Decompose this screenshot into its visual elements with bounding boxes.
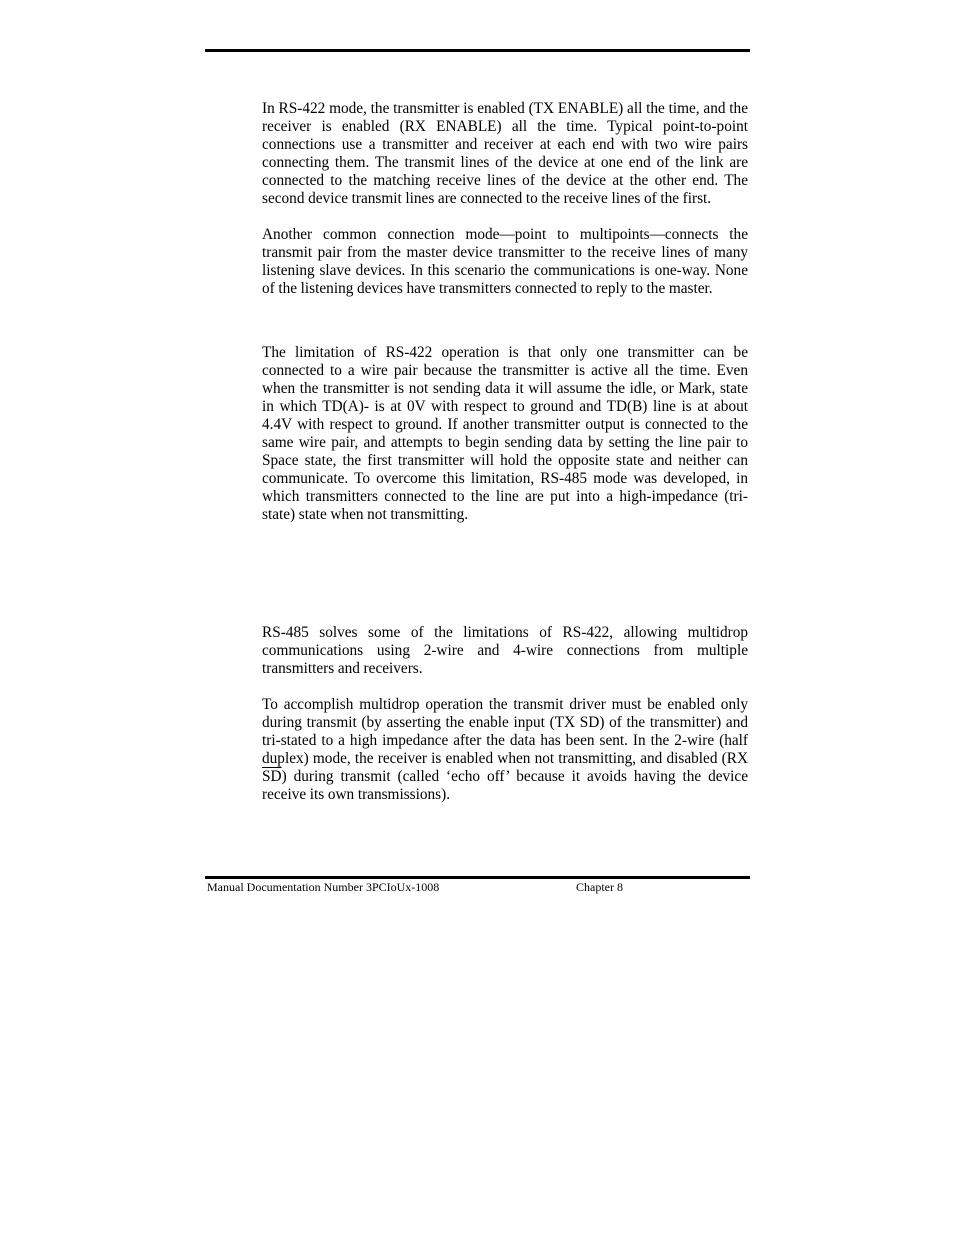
paragraph-rs422-limitation: The limitation of RS-422 operation is that only one transmitter can be connected to a wire pair because the transmitter is active all the time. Even when the transmitter is not sending data it will assume the idle, or Mark, state in which TD(A)- is at 0V with respect to ground and TD(B) line is at about 4.4V with respect to ground. If another transmitter output is connected to the same wire pair, and attempts to begin sending data by setting the line pair to Space state, the first transmitter will hold the opposite state and neither can communicate. To overcome this limitation, RS-485 mode was developed, in which transmitters connected to the line are put into a high-impedance (tri-state) state when not transmitting. xyxy=(262,344,748,523)
footer-chapter: Chapter 8 xyxy=(576,880,623,894)
paragraph-multidrop-operation xyxy=(262,696,748,804)
multidrop-text-end: ) during transmit (called ‘echo off’ because it avoids having the device receive its own transmissions). xyxy=(262,768,748,803)
multidrop-text-start: To accomplish multidrop operation the transmit driver must be enabled only during transmit (by asserting the enable input (TX SD) of the transmitter) and tri-stated to a high impedance after the data has been sent. In the 2-wire (half duplex) mode, the receiver is enabled when not transmitting, and disabled (RX xyxy=(262,696,748,767)
footer-doc-number: Manual Documentation Number 3PCIoUx-1008 xyxy=(207,880,440,894)
header-rule xyxy=(205,49,750,52)
sd-overbar-signal: $\overline{SD}$ xyxy=(262,768,282,785)
paragraph-rs485-intro: RS-485 solves some of the limitations of RS-422, allowing multidrop communications using 2-wire and 4-wire connections from multiple transmitters and receivers. xyxy=(262,624,748,677)
page-body xyxy=(262,100,748,804)
footer-rule xyxy=(205,876,750,879)
paragraph-multipoint-mode: Another common connection mode—point to multipoints—connects the transmit pair from the master device transmitter to the receive lines of many listening slave devices. In this scenario the communications is one-way. None of the listening devices have transmitters connected to reply to the master. xyxy=(262,226,748,297)
paragraph-rs422-mode: In RS-422 mode, the transmitter is enabled (TX ENABLE) all the time, and the receiver is enabled (RX ENABLE) all the time. Typical point-to-point connections use a transmitter and receiver at each end with two wire pairs connecting them. The transmit lines of the device at one end of the link are connected to the matching receive lines of the device at the other end. The second device transmit lines are connected to the receive lines of the first. xyxy=(262,100,748,207)
